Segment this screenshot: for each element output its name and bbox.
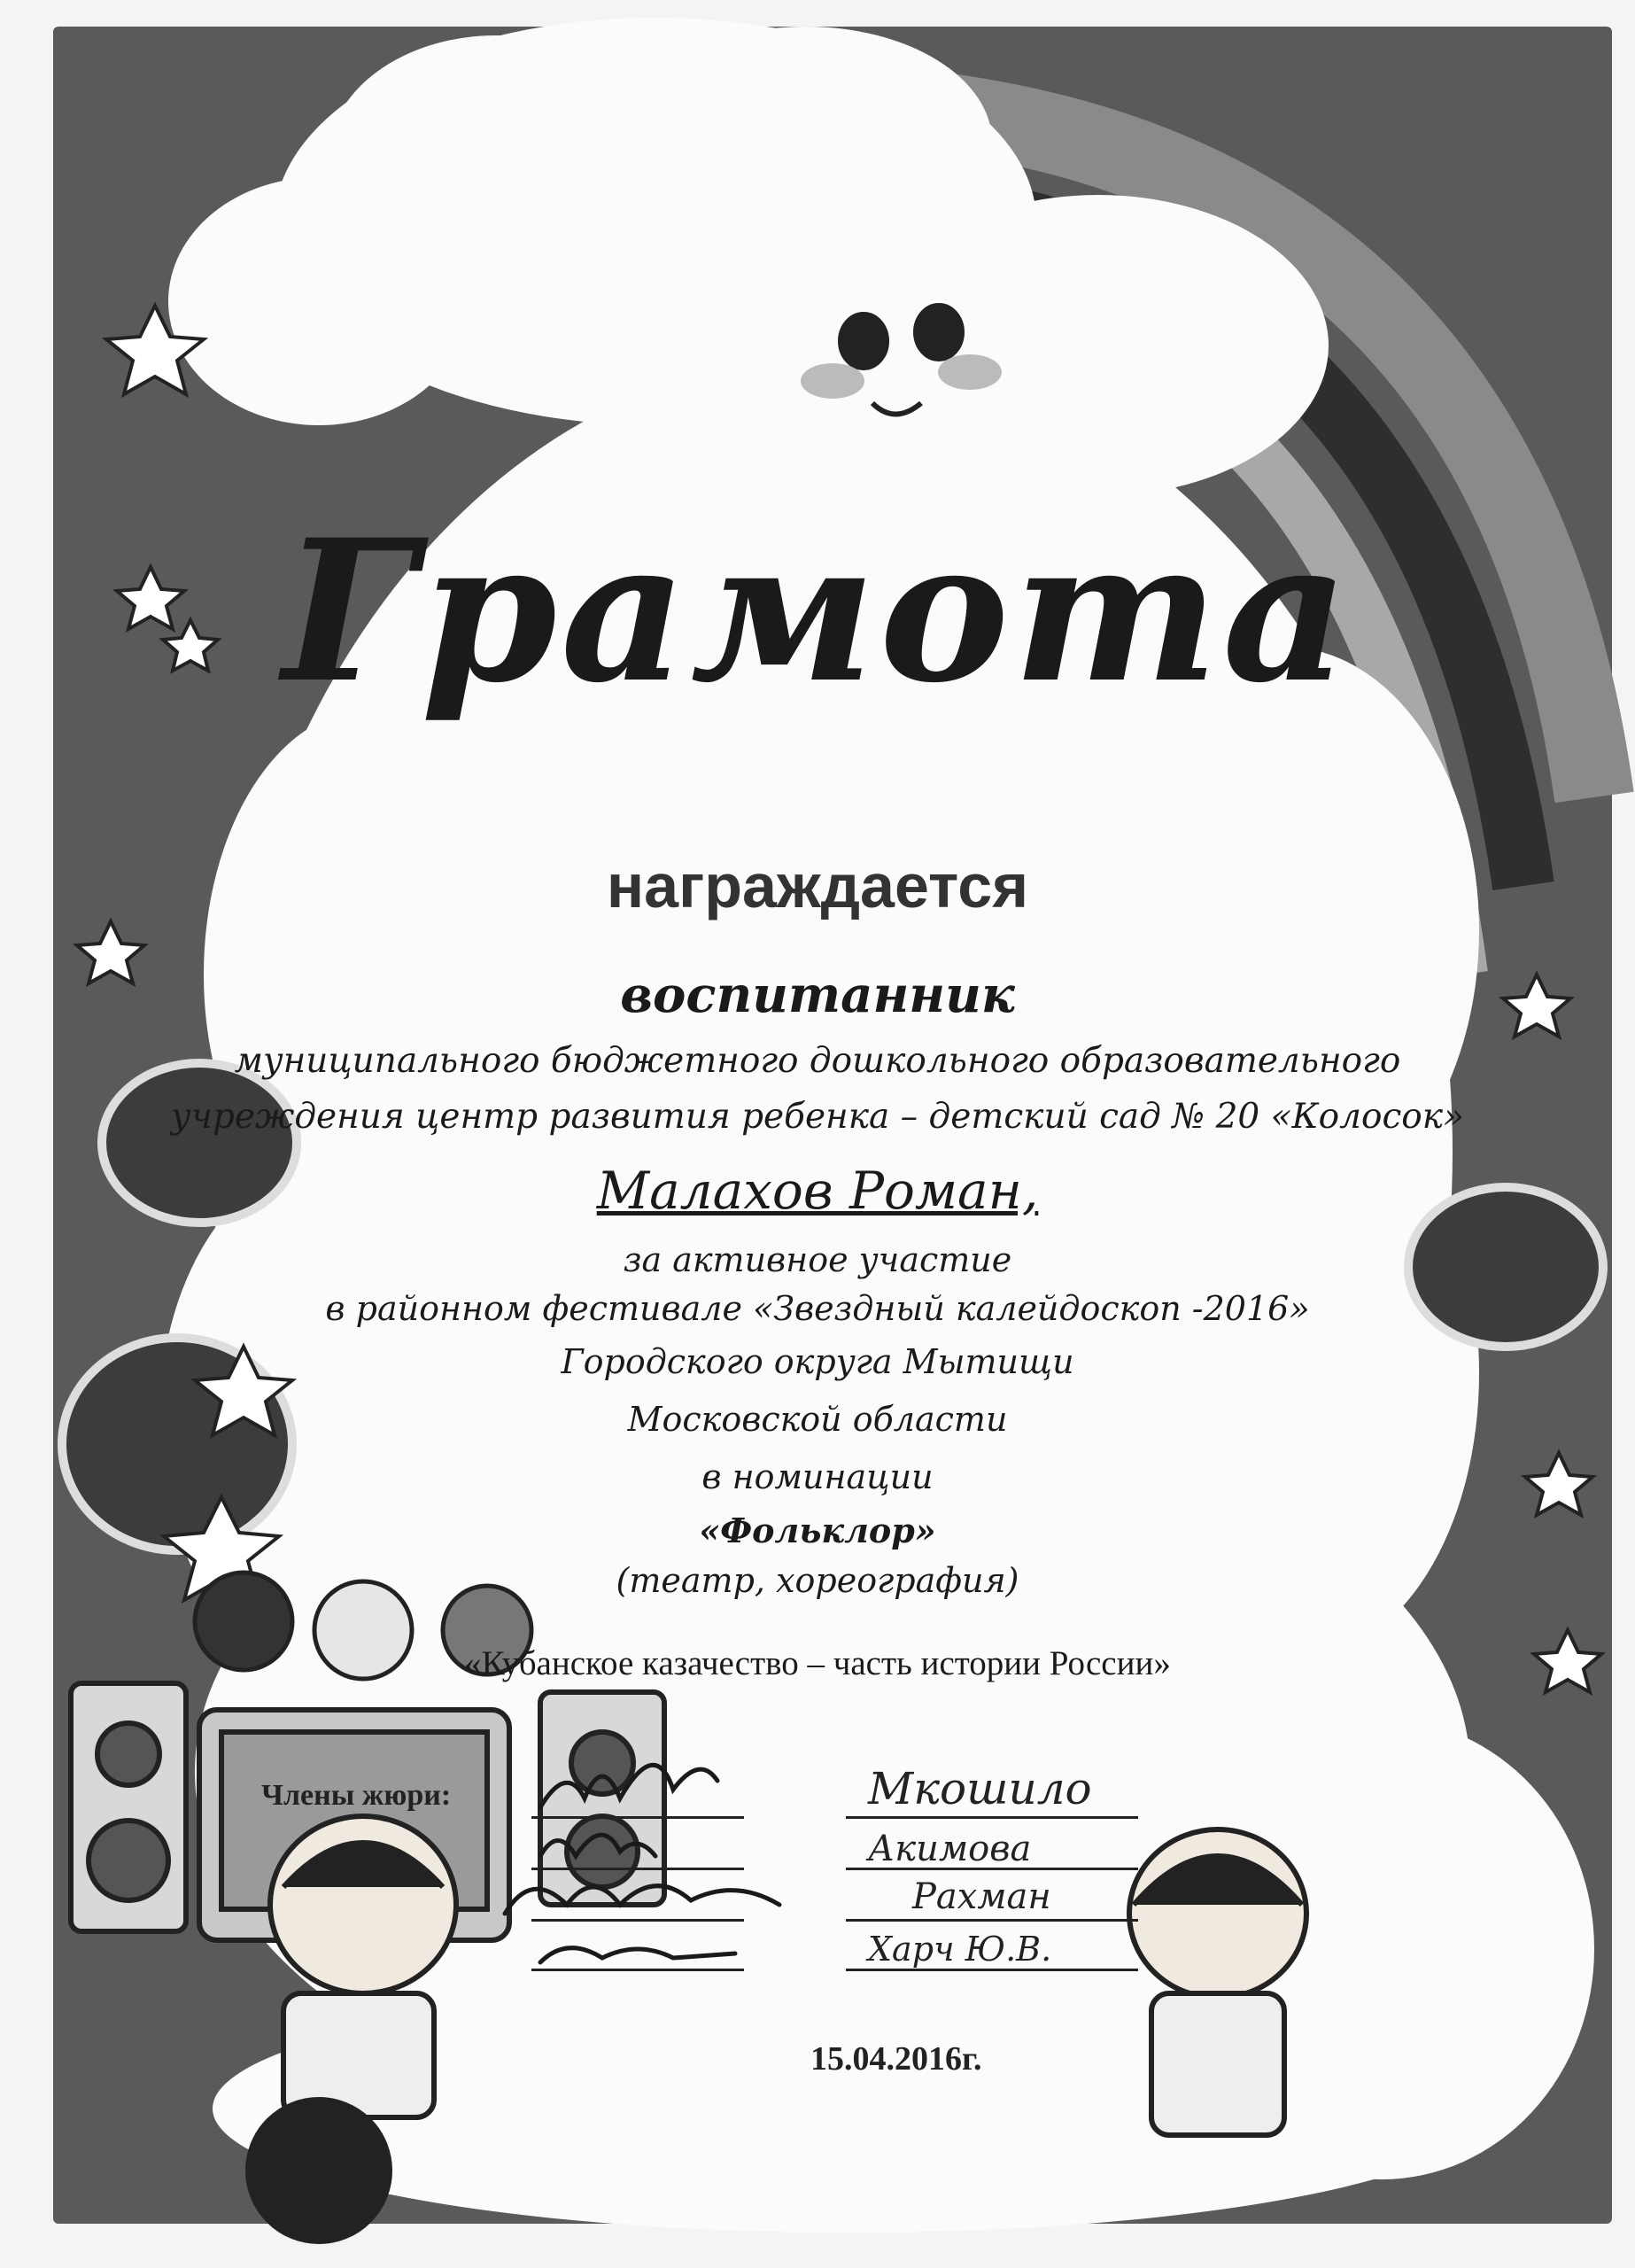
jury-name-1: Мкошило bbox=[868, 1763, 1092, 1814]
certificate-date: 15.04.2016г. bbox=[810, 2040, 982, 2078]
certificate-title: Грамота bbox=[283, 496, 1352, 726]
reason-line-4: Московской области bbox=[627, 1400, 1008, 1439]
awarded-label: награждается bbox=[606, 851, 1029, 920]
recipient-name: Малахов Роман, bbox=[596, 1161, 1039, 1221]
nomination-detail: (театр, хореография) bbox=[616, 1561, 1019, 1600]
institution-line-1: муниципального бюджетного дошкольного образовательного bbox=[234, 1041, 1401, 1081]
jury-name-3: Рахман bbox=[912, 1876, 1051, 1917]
institution-line-2: учреждения центр развития ребенка – детский сад № 20 «Колосок» bbox=[171, 1097, 1464, 1137]
reason-line-5: в номинации bbox=[701, 1457, 934, 1496]
reason-line-3: Городского округа Мытищи bbox=[561, 1342, 1074, 1381]
recipient-role: воспитанник bbox=[620, 966, 1015, 1024]
jury-name-4: Харч Ю.В. bbox=[868, 1930, 1052, 1969]
jury-name-2: Акимова bbox=[868, 1829, 1032, 1869]
reason-line-2: в районном фестивале «Звездный калейдоскоп -2016» bbox=[325, 1289, 1310, 1328]
performance-title: «Кубанское казачество – часть истории России» bbox=[464, 1644, 1171, 1682]
reason-line-1: за активное участие bbox=[623, 1240, 1012, 1279]
jury-label: Члены жюри: bbox=[261, 1779, 452, 1812]
nomination: «Фольклор» bbox=[699, 1511, 936, 1550]
